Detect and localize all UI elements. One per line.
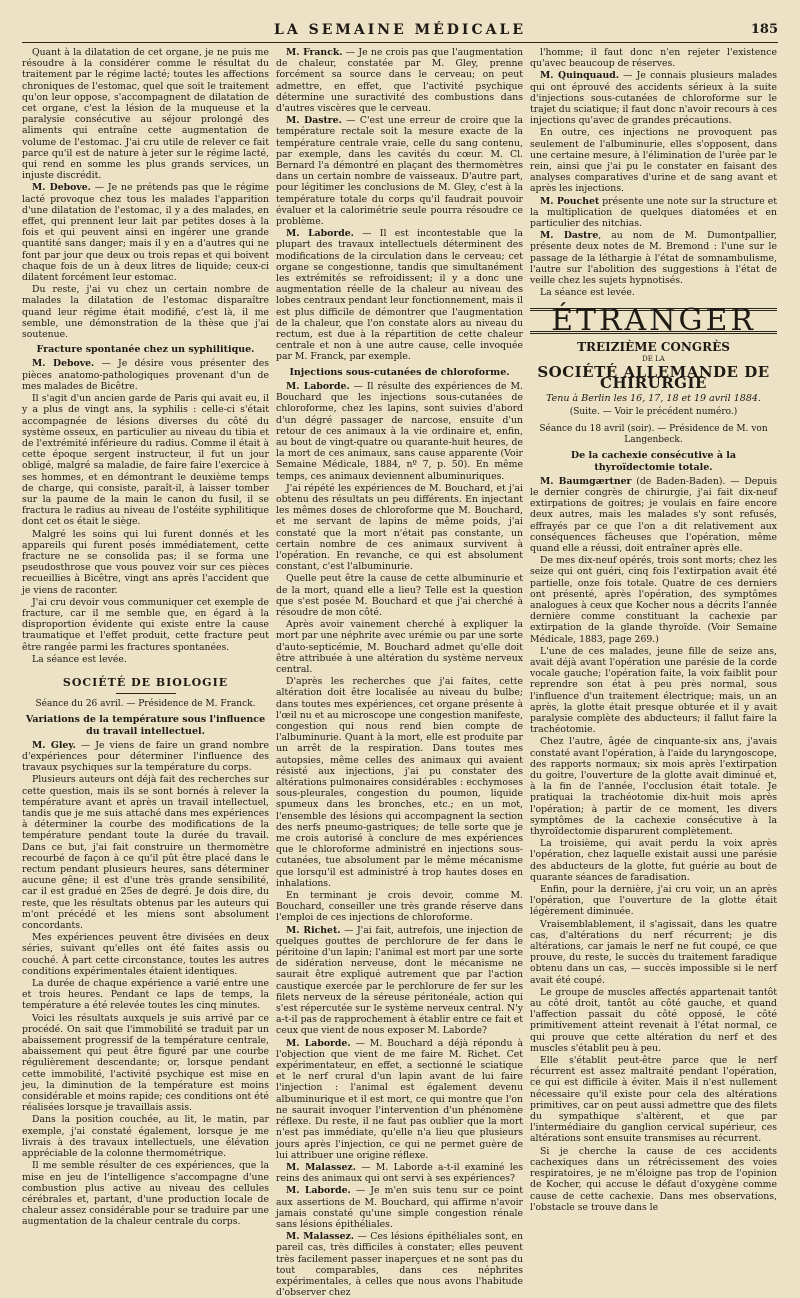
paragraph: Le groupe de muscles affectés appartenait tantôt au côté droit, tantôt au côté gauche, et quand l'affection passait du côté opposé, le côté primitivement atteint revenait à l'état normal, ce qui prouve que cette altération du nerf et des muscles s'établit peu à peu. bbox=[530, 986, 777, 1054]
page-header bbox=[22, 20, 778, 43]
paragraph: Enfin, pour la dernière, j'ai cru voir, un an après l'opération, que l'ouverture de la glotte était légèrement diminuée. bbox=[530, 884, 777, 918]
journal-title: LA SEMAINE MÉDICALE bbox=[274, 22, 526, 38]
speech-text: — M. Laborde a-t-il examiné les reins des animaux qui ont servi à ses expériences? bbox=[276, 1161, 523, 1185]
paragraph: Chez l'autre, âgée de cinquante-six ans, j'avais constaté avant l'opération, à l'aide du laryngoscope, des rapports normaux; six mois après l'extirpation du goitre, l'ouverture de la glotte avait diminué et, à la fin de l'année, l'occlusion était totale. Je pratiquai la trachéotomie dix-huit mois après l'opération; à partir de ce moment, les divers symptômes de la cachexie consécutive à la thyroïdectomie disparurent complètement. bbox=[530, 736, 777, 837]
divider bbox=[116, 693, 176, 694]
speaker: M. Malassez. bbox=[286, 1161, 356, 1173]
paragraph: D'après les recherches que j'ai faites, cette altération doit être localisée au niveau du bulbe; dans toutes mes expériences, cet organe présente à l'œil nu et au microscope une congestion manifeste, congestion qui nous rend bien compte de l'albuminurie. Quant à la mort, elle est produite par un arrêt de la respiration. Dans toutes mes autopsies, même celles des animaux qui avaient résisté aux injections, j'ai pu constater des altérations pulmonaires considérables : ecchymoses sous-pleurales, congestion du poumon, liquide spumeux dans les bronches, etc.; en un mot, l'ensemble des lésions qui accompagnent la section des nerfs pneumo-gastriques; de telle sorte que je me crois autorisé à conclure de mes expériences que le chloroforme administré en injections sous-cutanées, tue absolument par le même mécanisme que lorsqu'il est administré à trop hautes doses en inhalations. bbox=[276, 676, 523, 889]
speech-text: — Il est incontestable que la plupart des travaux intellectuels déterminent des modifications de la circulation dans le cerveau; cet organe se congestionne, tandis que simultanément les extrémités se refroidissent; il y a donc une augmentation réelle de la chaleur au niveau des lobes centraux pendant leur fonctionnement, mais il est plus difficile de démontrer que l'augmentation de la chaleur, que l'on constate alors au niveau du rectum, est due à la répartition de cette chaleur centrale et non à une autre cause, celle invoquée par M. Franck, par exemple. bbox=[276, 228, 524, 363]
paragraph: La séance est levée. bbox=[540, 287, 635, 299]
paragraph bbox=[276, 1162, 523, 1184]
paragraph: l'homme; il faut donc n'en rejeter l'existence qu'avec beaucoup de réserves. bbox=[530, 47, 777, 70]
paragraph: Voici les résultats auxquels je suis arrivé par ce procédé. On sait que l'immobilité se traduit par un abaissement progressif de la température centrale, abaissement qui peut être figuré par une courbe régulièrement descendante; or, lorsque pendant cette immobilité, l'activité psychique est mise en jeu, la diminution de la température est moins considérable et moins rapide; ces conditions ont été réalisées lorsque je travaillais assis. bbox=[22, 1012, 269, 1114]
paragraph bbox=[276, 47, 523, 114]
paragraph: Du reste, j'ai vu chez un certain nombre de malades la dilatation de l'estomac disparaître quand leur régime était modifié, c'est là, il me semble, une démonstration de la thèse que j'ai soutenue. bbox=[22, 284, 269, 341]
paragraph: La séance est levée. bbox=[32, 653, 127, 665]
paragraph: Malgré les soins qui lui furent donnés et les appareils qui furent posés immédiatement, cette fracture ne se consolida pas; il se forma une pseudosthrose que vous pouvez voir sur ces pièces recueillies à Bicêtre, vingt ans après l'accident que je viens de raconter. bbox=[22, 528, 269, 596]
speech-text: — Il résulte des expériences de M. Bouchard que les injections sous-cutanées de chloroforme, chez les lapins, sont suivies d'abord d'un dégré passager de narcose, ensuite d'un retour de ces animaux à la vie ordinaire et, enfin, au bout de vingt-quatre ou quarante-huit heures, de la mort de ces animaux, sans cause apparente (Voir Semaine Médicale, 1884, nº 7, p. 50). En même temps, ces animaux deviennent albuminuriques. bbox=[276, 380, 523, 482]
speaker: M. Laborde. bbox=[286, 1037, 351, 1049]
speech-text: — Je ne crois pas que l'augmentation de chaleur, constatée par M. Gley, prenne forcément sa source dans le cerveau; on peut admettre, en effet, que l'activité psychique détermine une suractivité des combustions dans d'autres viscères que le cerveau. bbox=[276, 47, 523, 115]
paragraph bbox=[530, 476, 777, 554]
speech-text: présente une note sur la structure et la multiplication de quelques diatomées et en particulier des nitchias. bbox=[530, 195, 777, 230]
paragraph bbox=[530, 70, 777, 126]
paragraph bbox=[22, 740, 269, 774]
paragraph bbox=[530, 230, 777, 286]
speaker: M. Malassez. bbox=[286, 1231, 355, 1243]
paragraph: Il s'agit d'un ancien garde de Paris qui avait eu, il y a plus de vingt ans, la syphilis : celle-ci s'était accompagnée de lésions diverses du côté du système osseux, en particulier au niveau du tibia et de l'extrémité inférieure du radius. Comme il était à cette époque sergent instructeur, il fut un jour obligé, malgré sa maladie, de faire faire l'exercice à ses hommes, et en démontrant le deuxième temps de charge, qui consiste, paraît-il, à laisser tomber sur la paume de la main le canon du fusil, il se fractura le radius au niveau de l'ostéite syphilitique dont cet os était le siège. bbox=[22, 393, 269, 528]
paragraph: Si je cherche la cause de ces accidents cachexiques dans un rétrécissement des voies respiratoires, je ne m'éloigne pas trop de l'opinion de Kocher, qui accuse le défaut d'oxygène comme cause de cette cachexie. Dans mes observations, l'obstacle se trouve dans le bbox=[530, 1145, 777, 1213]
speech-text: — Je connais plusieurs malades qui ont éprouvé des accidents sérieux à la suite d'injections sous-cutanées de chloroforme sur le trajet du sciatique; il faut donc n'avoir recours à ces injections qu'avec de grandes précautions. bbox=[530, 70, 778, 127]
congress-heading: TREIZIÈME CONGRÈS bbox=[577, 339, 730, 354]
paragraph: Il me semble résulter de ces expériences, que la mise en jeu de l'intelligence s'accompagne d'une combustion plus active au niveau des cellules cérébrales et, partant, d'une production locale de chaleur assez considérable pour se traduire par une augmentation de la chaleur centrale du corps. bbox=[22, 1160, 269, 1228]
speaker: M. Richet. bbox=[286, 924, 341, 936]
speech-text: — J'ai fait, autrefois, une injection de quelques gouttes de perchlorure de fer dans le péritoine d'un lapin; l'animal est mort par une sorte de sidération nerveuse, dont le mécanisme ne saurait être expliqué autrement que par l'action caustique exercée par le perchlorure de fer sur les filets nerveux de la séreuse péritonéale, action qui s'est répercutée sur le système nerveux central. N'y a-t-il pas de rapprochement à établir entre ce fait et ceux que vient de nous exposer M. Laborde? bbox=[276, 924, 523, 1037]
column-3 bbox=[530, 47, 778, 1213]
paragraph bbox=[276, 1038, 523, 1161]
paragraph: En outre, ces injections ne provoquent pas seulement de l'albuminurie, elles s'opposent, dans une certaine mesure, à l'élimination de l'urée par le rein, ainsi que j'ai pu le constater en faisant des analyses comparatives d'urine et de sang avant et après les injections. bbox=[530, 127, 777, 195]
speech-text: — C'est une erreur de croire que la température rectale soit la mesure exacte de la température centrale vraie, celle du sang contenu, par exemple, dans les cavités du cœur. M. Cl. Bernard l'a démontré en plaçant des thermomètres dans un certain nombre de vaisseaux. D'autre part, pour légitimer les conclusions de M. Gley, c'est à la température totale du corps qu'il faudrait pouvoir évaluer et la calorimétrie seule pourra résoudre ce problème. bbox=[276, 115, 523, 228]
paragraph bbox=[276, 228, 523, 362]
speaker: M. Laborde. bbox=[286, 380, 350, 392]
speaker: M. Debove. bbox=[32, 358, 95, 370]
speaker: M. Debove. bbox=[32, 182, 91, 194]
section-heading: SOCIÉTÉ DE BIOLOGIE bbox=[62, 675, 229, 689]
speech-text: , au nom de M. Dumontpallier, présente deux notes de M. Bremond : l'une sur le passage de la léthargie à l'état de somnambulisme, l'autre sur l'abolition des suggestions à l'état de veille chez les sujets hypnotisés. bbox=[530, 230, 777, 287]
paragraph: Après avoir vainement cherché à expliquer la mort par une néphrite avec urémie ou par une sorte d'auto-septicémie, M. Bouchard admet qu'elle doit être attribuée à une altération du système nerveux central. bbox=[276, 619, 523, 675]
paragraph bbox=[276, 1185, 523, 1230]
paragraph: En terminant je crois devoir, comme M. Bouchard, conseiller une très grande réserve dans l'emploi de ces injections de chloroforme. bbox=[276, 890, 523, 924]
paragraph bbox=[22, 182, 269, 283]
paragraph: Mes expériences peuvent être divisées en deux séries, suivant qu'elles ont été faites assis ou couché. À part cette circonstance, toutes les autres conditions expérimentales étaient identiques. bbox=[22, 932, 269, 977]
speaker: M. Franck. bbox=[286, 47, 343, 58]
paragraph: De mes dix-neuf opérés, trois sont morts; chez les seize qui ont guéri, cinq fois l'extirpation avait été partielle, onze fois totale. Quatre de ces derniers ont présenté, après l'opération, des symptômes analogues à ceux que Kocher nous a décrits l'année dernière comme constituant la cachexie par extirpation de la glande thyroïde. (Voir Semaine Médicale, 1883, page 269.) bbox=[530, 555, 777, 645]
session-line: Séance du 18 avril (soir). — Présidence de M. von Langenbeck. bbox=[539, 423, 768, 446]
paragraph: Quelle peut être la cause de cette albuminurie et de la mort, quand elle a lieu? Telle est la question que s'est posée M. Bouchard et que j'ai cherché à résoudre de mon côté. bbox=[276, 573, 523, 618]
subheading: Fracture spontanée chez un syphilitique. bbox=[36, 344, 255, 356]
paragraph: Elle s'établit peut-être parce que le nerf récurrent est assez maltraité pendant l'opération, ce qui est difficile à éviter. Mais il n'est nullement nécessaire qu'il existe pour cela des altérations primitives, car on peut aussi admettre que des filets du sympathique s'altèrent, et que par l'intermédiaire du ganglion cervical supérieur, ces altérations sont ensuite transmises au récurrent. bbox=[530, 1055, 777, 1145]
speech-text: — M. Bouchard a déjà répondu à l'objection que vient de me faire M. Richet. Cet expérimentateur, en effet, a sectionné le sciatique et le nerf crural d'un lapin avant de lui faire l'injection : l'animal est également devenu albuminurique et il est mort, ce qui montre que l'on ne saurait invoquer l'intervention d'un phénomène réflexe. Du reste, il ne faut pas oublier que la mort n'est pas immédiate, qu'elle n'a lieu que plusieurs jours après l'injection, ce qui ne permet guère de lui attribuer une origine réflexe. bbox=[276, 1037, 523, 1161]
congress-dates: Tenu à Berlin les 16, 17, 18 et 19 avril 1884. bbox=[546, 393, 761, 405]
paragraph bbox=[276, 925, 523, 1037]
paragraph bbox=[276, 381, 523, 482]
page-number: 185 bbox=[750, 22, 778, 37]
congress-connector: DE LA bbox=[642, 354, 665, 363]
speaker: M. Gley. bbox=[32, 739, 76, 751]
speech-text: — Ces lésions épithéliales sont, en pareil cas, très difficiles à constater; elles peuvent très facilement passer inaperçues et ne sont pas du tout comparables, dans ces néphrites expérimentales, à celles que nous avons l'habitude d'observer chez bbox=[276, 1231, 523, 1298]
column-2 bbox=[276, 47, 524, 1298]
columns bbox=[22, 47, 778, 1298]
paragraph: Vraisemblablement, il s'agissait, dans les quatre cas, d'altérations du nerf récurrent; je dis altérations, car jamais le nerf ne fut coupé, ce que prouve, du reste, le succès du traitement faradique obtenu dans un cas, — succès impossible si le nerf avait été coupé. bbox=[530, 918, 777, 986]
paragraph: La troisième, qui avait perdu la voix après l'opération, chez laquelle existait aussi une parésie des abducteurs de la glotte, fut guérie au bout de quarante séances de faradisation. bbox=[530, 838, 777, 883]
paragraph bbox=[530, 196, 777, 230]
paragraph: Dans la position couchée, au lit, le matin, par exemple, j'ai constaté également, lorsque je me livrais à des travaux intellectuels, une élévation appréciable de la colonne thermométrique. bbox=[22, 1114, 269, 1160]
subheading: Variations de la température sous l'influence du travail intellectuel. bbox=[25, 714, 266, 737]
subheading: De la cachexie consécutive à la thyroïdectomie totale. bbox=[570, 450, 737, 473]
speech-text: — Je ne prétends pas que le régime lacté provoque chez tous les malades l'apparition d'une dilatation de l'estomac, il y a des malades, en effet, qui prennent leur lait par petites doses à la fois et qui peuvent ainsi en ingérer une grande quantité sans danger; mais il y en a d'autres qui ne font par jour que deux ou trois repas et qui boivent chaque fois de un à deux litres de liquide; ceux-ci dilatent forcément leur estomac. bbox=[22, 182, 269, 284]
paragraph bbox=[22, 358, 269, 392]
paragraph bbox=[276, 1231, 523, 1298]
speech-text: — Je désire vous présenter des pièces anatomo-pathologiques provenant d'un de mes malades de Bicêtre. bbox=[22, 358, 270, 392]
speaker: M. Baumgærtner bbox=[540, 475, 632, 487]
paragraph: J'ai répété les expériences de M. Bouchard, et j'ai obtenu des résultats un peu différents. En injectant les mêmes doses de chloroforme que M. Bouchard, et me servant de lapins de même poids, j'ai constaté que la mort n'était pas constante, un certain nombre de ces animaux survivent à l'opération. En revanche, ce qui est absolument constant, c'est l'albuminurie. bbox=[276, 482, 523, 573]
speech-text: (de Baden-Baden). — Depuis le dernier congrès de chirurgie, j'ai fait dix-neuf extirpations de goitres; je voulais en faire encore deux autres, mais les malades s'y sont refusés, effrayés par ce que l'on a dit relativement aux conséquences fâcheuses que l'opération, même quand elle a réussi, doit entraîner après elle. bbox=[530, 475, 777, 554]
speech-text: — Je viens de faire un grand nombre d'expériences pour déterminer l'influence des travaux psychiques sur la température du corps. bbox=[22, 739, 269, 774]
continuation-note: (Suite. — Voir le précédent numéro.) bbox=[569, 406, 738, 417]
paragraph bbox=[276, 115, 523, 227]
paragraph: L'une de ces malades, jeune fille de seize ans, avait déjà avant l'opération une parésie de la corde vocale gauche; l'opération faite, la voix faiblit pour reprendre son état à peu près normal, sous l'influence d'un traitement électrique; mais, un an après, la glotte était presque obturée et il y avait paralysie complète des abducteurs; il fallut faire la trachéotomie. bbox=[530, 645, 777, 736]
speaker: M. Laborde. bbox=[286, 1185, 351, 1197]
paragraph: Plusieurs auteurs ont déjà fait des recherches sur cette question, mais ils se sont bornés à relever la température avant et après un travail intellectuel, tandis que je me suis attaché dans mes expériences à déterminer la courbe des modifications de la température pendant toute la durée du travail. Dans ce but, j'ai fait construire un thermomètre recourbé de façon à ce qu'il pût être placé dans le rectum pendant plusieurs heures, sans déterminer aucune gêne; il est d'une très grande sensibilité, car il est gradué en 25es de degré. Je dois dire, du reste, que les résultats obtenus par les auteurs qui m'ont précédé et les miens sont absolument concordants. bbox=[22, 774, 269, 932]
society-heading: SOCIÉTÉ ALLEMANDE DE CHIRURGIE bbox=[537, 363, 770, 393]
paragraph: J'ai cru devoir vous communiquer cet exemple de fracture, car il me semble que, en égard à la disproportion évidente qui existe entre la cause traumatique et l'effet produit, cette fracture peut être rangée parmi les fractures spontanées. bbox=[22, 596, 269, 653]
paragraph: La durée de chaque expérience a varié entre une et trois heures. Pendant ce laps de temps, la température a été relevée toutes les cinq minutes. bbox=[22, 978, 269, 1012]
session-line: Séance du 26 avril. — Présidence de M. Franck. bbox=[35, 699, 256, 710]
speaker: M. Pouchet bbox=[540, 195, 600, 207]
speaker: M. Dastre. bbox=[286, 115, 342, 127]
subheading: Injections sous-cutanées de chloroforme. bbox=[289, 366, 510, 378]
speaker: M. Dastre bbox=[540, 230, 599, 242]
speech-text: — Je m'en suis tenu sur ce point aux assertions de M. Bouchard, qui affirme n'avoir jamais constaté qu'une simple congestion rénale sans lésions épithéliales. bbox=[276, 1185, 523, 1230]
column-1 bbox=[22, 47, 270, 1228]
paragraph: Quant à la dilatation de cet organe, je ne puis me résoudre à la considérer comme le résultat du traitement par le régime lacté; toutes les affections chroniques de l'estomac, quel que soit le traitement qu'on leur oppose, s'accompagnent de dilatation de cet organe, c'est la lésion de la muqueuse et la paralysie consécutive au séjour prolongé des aliments qui entraîne cette augmentation de volume de l'estomac. J'ai cru utile de relever ce fait parce qu'il est de nature à jeter sur le régime lacté, qui rend en somme les plus grands services, un injuste discrédit. bbox=[22, 47, 269, 182]
speaker: M. Laborde. bbox=[286, 228, 354, 240]
etranger-heading: ÉTRANGER bbox=[530, 308, 777, 333]
speaker: M. Quinquaud. bbox=[540, 70, 619, 82]
